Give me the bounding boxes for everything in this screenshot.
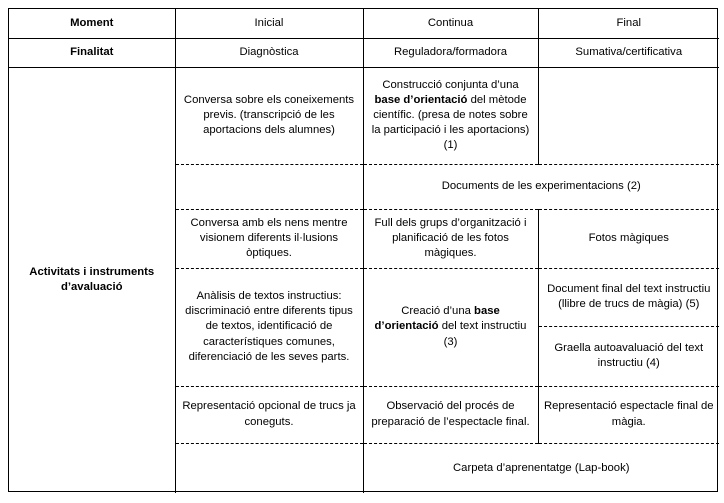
- cell-inicial-4: Anàlisis de textos instructius: discriminació entre diferents tipus de textos, identificació de característiques comunes, diferenciació de les seves parts.: [175, 268, 363, 386]
- cell-continua-4-post: del text instructiu (3): [438, 320, 527, 348]
- header-finalitat-inicial: Diagnòstica: [175, 38, 363, 67]
- cell-final-3: Fotos màgiques: [538, 209, 719, 268]
- header-finalitat-continua: Reguladora/formadora: [363, 38, 538, 67]
- row-label-activitats: Activitats i instruments d’avaluació: [9, 67, 175, 493]
- header-row-finalitat: [9, 38, 719, 67]
- evaluation-table-frame: [8, 8, 718, 492]
- cell-final-4b: [539, 327, 720, 386]
- cell-final-4a: [539, 269, 720, 328]
- evaluation-table: [9, 9, 719, 493]
- header-label-finalitat: Finalitat: [9, 38, 175, 67]
- cell-continua-3: Full dels grups d’organització i planificació de les fotos màgiques.: [363, 209, 538, 268]
- cell-continua-1: [363, 67, 538, 164]
- cell-continua-4-bold: base d’orientació: [374, 305, 500, 333]
- body-row-1: [9, 67, 719, 164]
- header-label-moment: Moment: [9, 9, 175, 38]
- cell-continua-1-bold: base d’orientació: [374, 93, 468, 106]
- cell-final-5: Representació espectacle final de màgia.: [538, 386, 719, 443]
- cell-inicial-6: [175, 443, 363, 493]
- cell-final-4-group: [538, 268, 719, 386]
- header-moment-continua: Continua: [363, 9, 538, 38]
- header-moment-final: Final: [538, 9, 719, 38]
- cell-merged-carpeta: Carpeta d’aprenentatge (Lap-book): [453, 461, 630, 474]
- cell-continua-1-pre: Construcció conjunta d’una: [382, 78, 519, 91]
- header-row-moment: [9, 9, 719, 38]
- cell-inicial-5: Representació opcional de trucs ja coneguts.: [175, 386, 363, 443]
- cell-continua-4-pre: Creació d’una: [401, 305, 475, 318]
- cell-continua-4: [363, 268, 538, 386]
- header-finalitat-final: Sumativa/certificativa: [538, 38, 719, 67]
- cell-inicial-1: Conversa sobre els coneixements previs. (transcripció de les aportacions dels alumnes): [175, 67, 363, 164]
- cell-continua-1-post: del mètode científic. (presa de notes sobre la participació i les aportacions) (1): [371, 93, 530, 152]
- cell-final-4a-text: Document final del text instructiu (llibre de trucs de màgia) (5): [547, 283, 711, 311]
- cell-merged-documents: Documents de les experimentacions (2): [363, 164, 719, 209]
- cell-inicial-3: Conversa amb els nens mentre visionem diferents il·lusions òptiques.: [175, 209, 363, 268]
- cell-continua-5: Observació del procés de preparació de l’espectacle final.: [363, 386, 538, 443]
- cell-final-1: [538, 67, 719, 164]
- cell-inicial-2: [175, 164, 363, 209]
- cell-final-4b-text: Graella autoavaluació del text instructiu (4): [554, 342, 704, 370]
- header-moment-inicial: Inicial: [175, 9, 363, 38]
